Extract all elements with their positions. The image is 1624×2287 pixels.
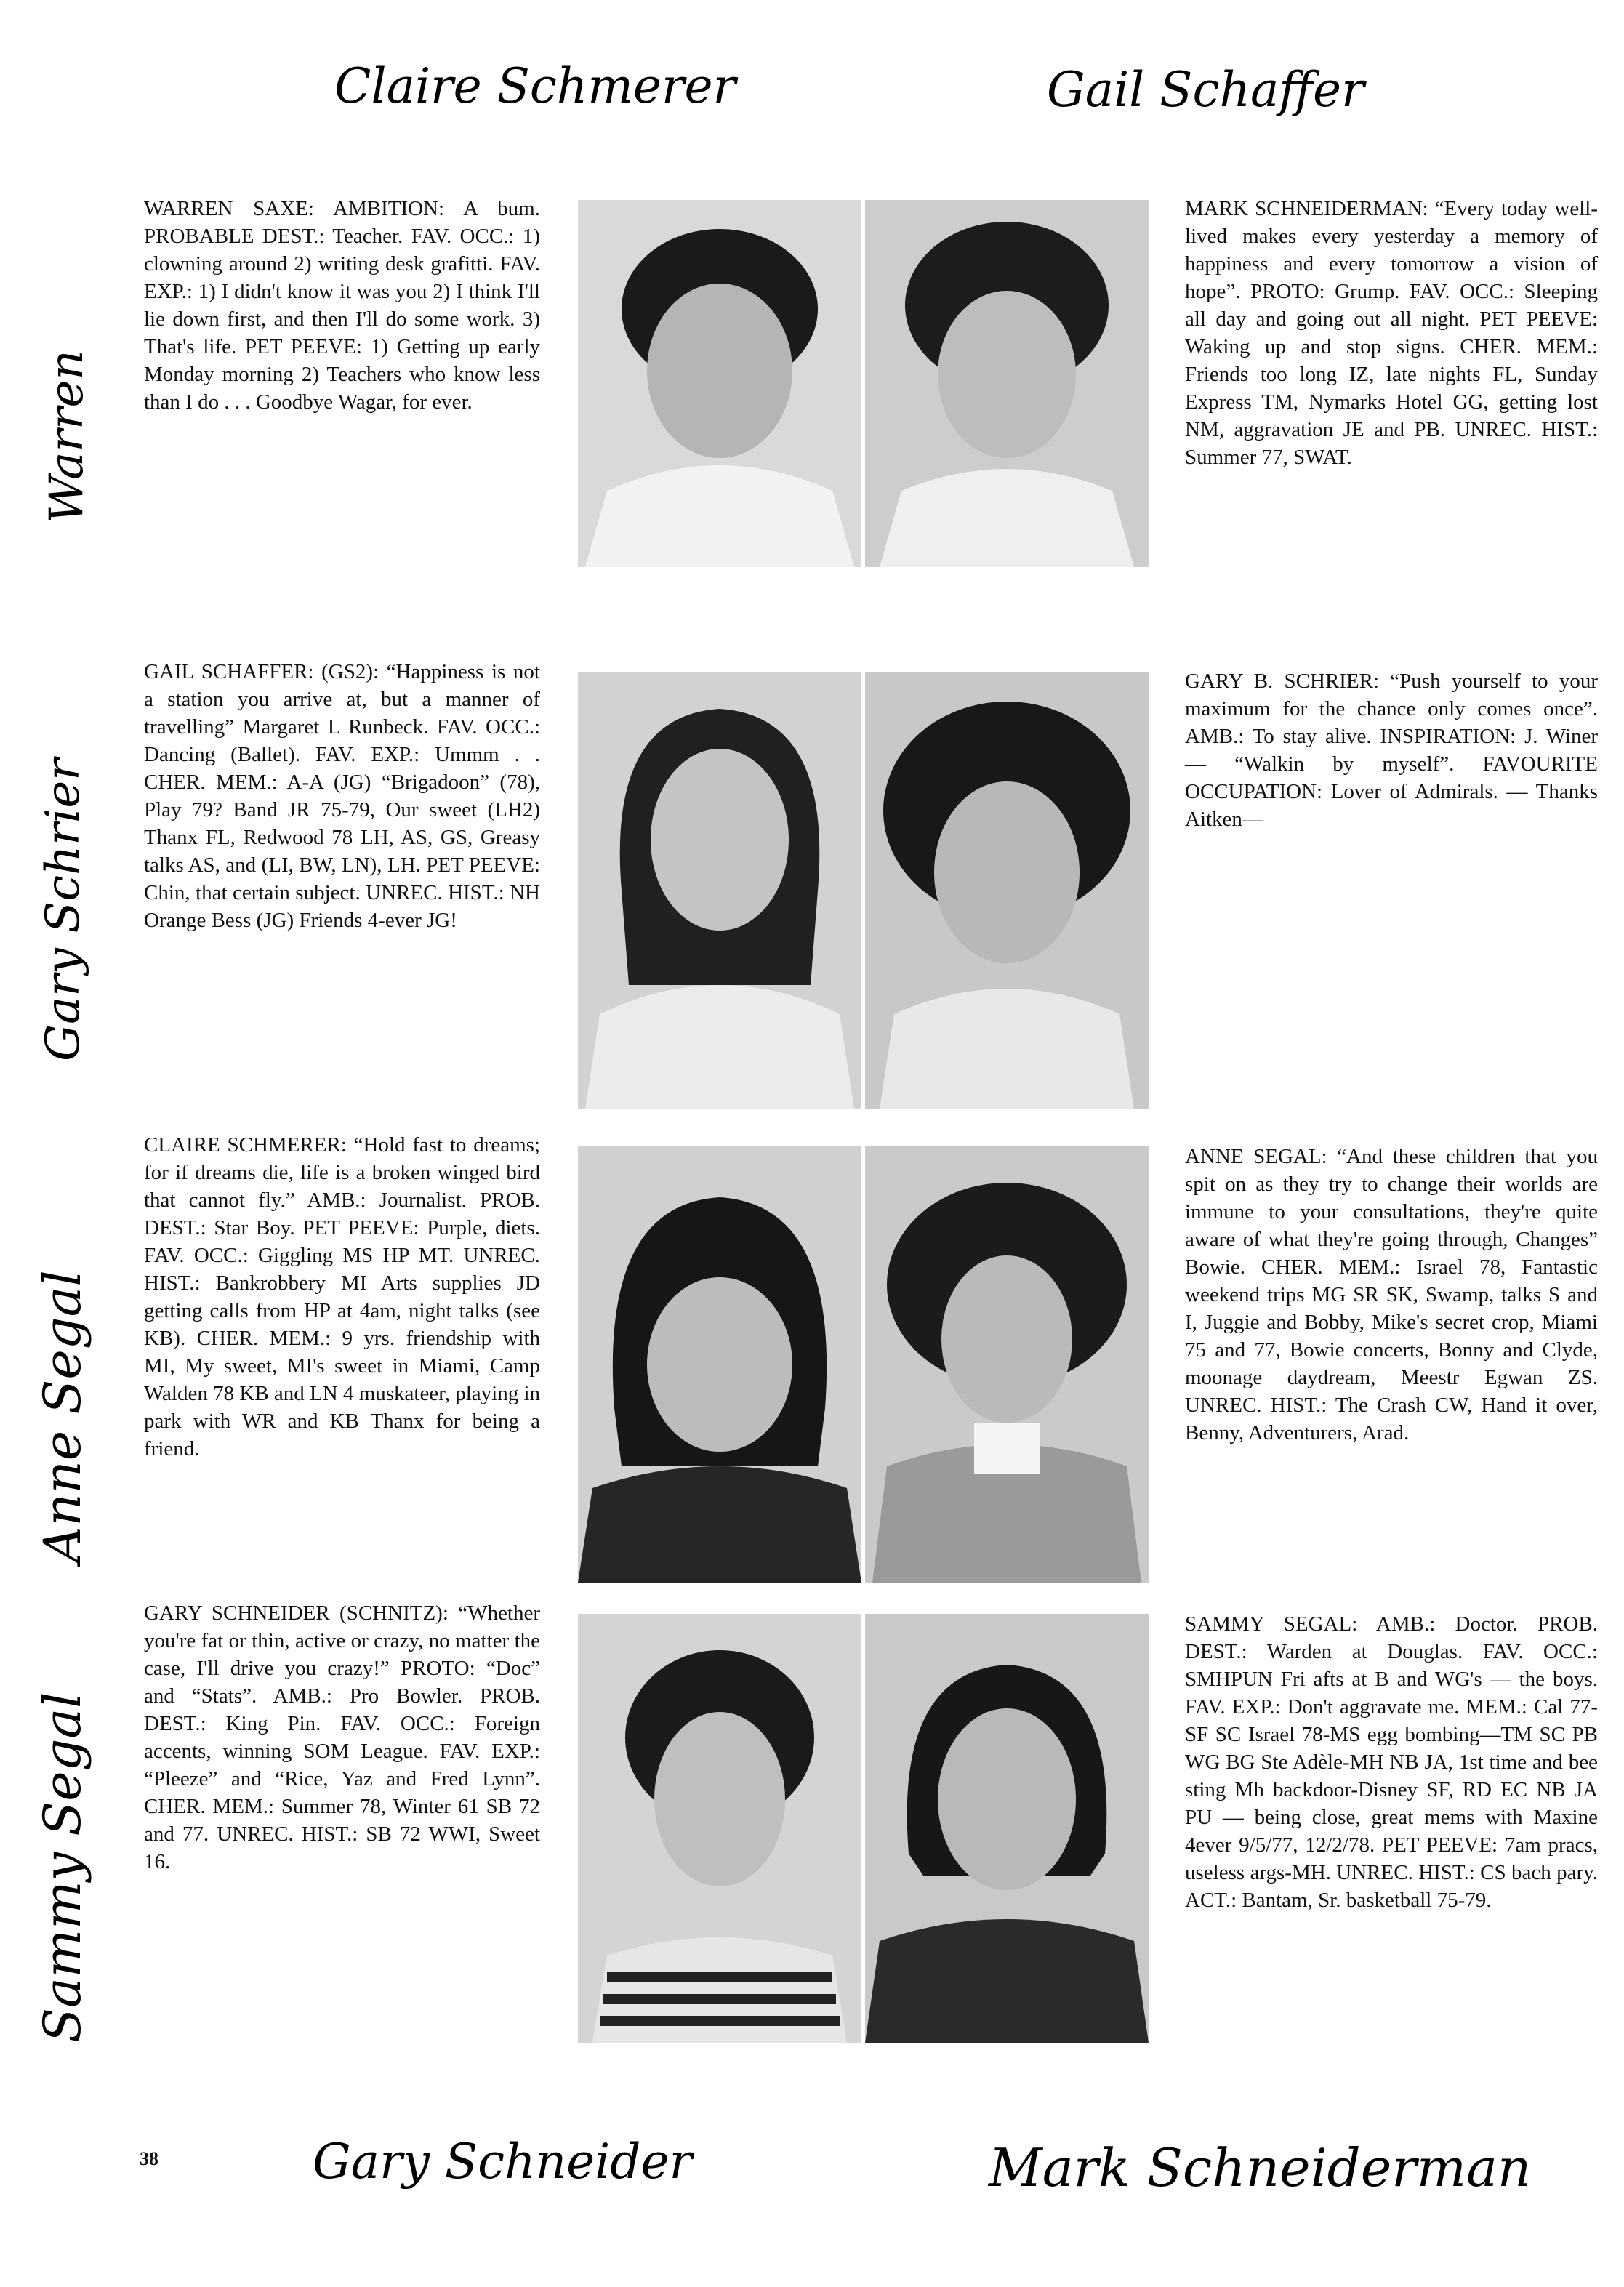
signature-warren-margin: Warren	[40, 350, 94, 523]
photo-gary-schrier	[865, 672, 1149, 1109]
signature-gail-schaffer: Gail Schaffer	[1047, 62, 1364, 118]
photo-mark-schneiderman	[865, 200, 1149, 567]
photo-sammy-segal	[865, 1614, 1149, 2043]
photo-gail-schaffer	[578, 672, 861, 1109]
signature-mark-schneiderman: Mark Schneiderman	[989, 2137, 1532, 2198]
portrait-placeholder-icon	[578, 1614, 861, 2043]
signature-sammy-segal-margin: Sammy Segal	[33, 1692, 92, 2043]
bio-anne-segal: ANNE SEGAL: “And these children that you spit on as they try to change their worlds are immune to your consultations, they're quite aware of what they're going through, Changes” Bowie. CHER. MEM.: Israel 78, Fantastic weekend trips MG SR SK, Swamp, talks S and I, Juggie and Bobby, Mike's secret crop, Miami 75 and 77, Bowie concerts, Bonny and Clyde, moonage daydream, Meestr Egwan ZS. UNREC. HIST.: The Crash CW, Hand it over, Benny, Adventurers, Arad.	[1185, 1145, 1598, 1444]
bio-gary-schrier: GARY B. SCHRIER: “Push yourself to your maximum for the chance only comes once”. AMB.: To stay alive. INSPIRATION: J. Winer — “Walkin by myself”. FAVOURITE OCCUPATION: Lover of Admirals. — Thanks Aitken—	[1185, 670, 1598, 831]
photo-gary-schneider	[578, 1614, 861, 2043]
page-number: 38	[140, 2148, 158, 2169]
portrait-placeholder-icon	[578, 200, 861, 567]
portrait-placeholder-icon	[578, 1146, 861, 1583]
bio-gary-schneider: GARY SCHNEIDER (SCHNITZ): “Whether you're fat or thin, active or crazy, no matter the case, I'll drive you crazy!” PROTO: “Doc” and “Stats”. AMB.: Pro Bowler. PROB. DEST.: King Pin. FAV. OCC.: Foreign accents, winning SOM League. FAV. EXP.: “Pleeze” and “Rice, Yaz and Fred Lynn”. CHER. MEM.: Summer 78, Winter 61 SB 72 and 77. UNREC. HIST.: SB 72 WWI, Sweet 16.	[144, 1601, 540, 1873]
portrait-placeholder-icon	[865, 1146, 1149, 1583]
bio-mark-schneiderman: MARK SCHNEIDERMAN: “Every today well-lived makes every yesterday a memory of happiness and every tomorrow a vision of hope”. PROTO: Grump. FAV. OCC.: Sleeping all day and going out all night. PET PEEVE: Waking up and stop signs. CHER. MEM.: Friends too long IZ, late nights FL, Sunday Express TM, Nymarks Hotel GG, getting lost NM, aggravation JE and PB. UNREC. HIST.: Summer 77, SWAT.	[1185, 197, 1598, 469]
signature-anne-segal-margin: Anne Segal	[33, 1270, 92, 1563]
portrait-placeholder-icon	[865, 672, 1149, 1109]
photo-claire-schmerer	[578, 1146, 861, 1583]
signature-gary-schneider: Gary Schneider	[313, 2134, 693, 2190]
bio-claire-schmerer: CLAIRE SCHMERER: “Hold fast to dreams; for if dreams die, life is a broken winged bird that cannot fly.” AMB.: Journalist. PROB. DEST.: Star Boy. PET PEEVE: Purple, diets. FAV. OCC.: Giggling MS HP MT. UNREC. HIST.: Bankrobbery MI Arts supplies JD getting calls from HP at 4am, night talks (see KB). CHER. MEM.: 9 yrs. friendship with MI, My sweet, MI's sweet in Miami, Camp Walden 78 KB and LN 4 muskateer, playing in park with WR and KB Thanx for being a friend.	[144, 1133, 540, 1460]
photo-warren-saxe	[578, 200, 861, 567]
portrait-placeholder-icon	[578, 672, 861, 1109]
photo-anne-segal	[865, 1146, 1149, 1583]
signature-claire-schmerer: Claire Schmerer	[334, 58, 736, 114]
bio-sammy-segal: SAMMY SEGAL: AMB.: Doctor. PROB. DEST.: Warden at Douglas. FAV. OCC.: SMHPUN Fri afts at B and WG's — the boys. FAV. EXP.: Don't aggravate me. MEM.: Cal 77-SF SC Israel 78-MS egg bombing—TM SC PB WG BG Ste Adèle-MH NB JA, 1st time and bee sting Mh backdoor-Disney SF, RD EC NB JA PU — being close, great mems with Maxine 4ever 9/5/77, 12/2/78. PET PEEVE: 7am pracs, useless args-MH. UNREC. HIST.: CS bach pary. ACT.: Bantam, Sr. basketball 75-79.	[1185, 1612, 1598, 1912]
portrait-placeholder-icon	[865, 200, 1149, 567]
portrait-placeholder-icon	[865, 1614, 1149, 2043]
signature-gary-schrier-margin: Gary Schrier	[36, 758, 90, 1061]
bio-gail-schaffer: GAIL SCHAFFER: (GS2): “Happiness is not a station you arrive at, but a manner of travelling” Margaret L Runbeck. FAV. OCC.: Dancing (Ballet). FAV. EXP.: Ummm . . CHER. MEM.: A-A (JG) “Brigadoon” (78), Play 79? Band JR 75-79, Our sweet (LH2) Thanx FL, Redwood 78 LH, AS, GS, Greasy talks AS, and (LI, BW, LN), LH. PET PEEVE: Chin, that certain subject. UNREC. HIST.: NH Orange Bess (JG) Friends 4-ever JG!	[144, 660, 540, 932]
bio-warren-saxe: WARREN SAXE: AMBITION: A bum. PROBABLE DEST.: Teacher. FAV. OCC.: 1) clowning around 2) writing desk grafitti. FAV. EXP.: 1) I didn't know it was you 2) I think I'll lie down first, and then I'll do some work. 3) That's life. PET PEEVE: 1) Getting up early Monday morning 2) Teachers who know less than I do . . . Goodbye Wagar, for ever.	[144, 197, 540, 414]
